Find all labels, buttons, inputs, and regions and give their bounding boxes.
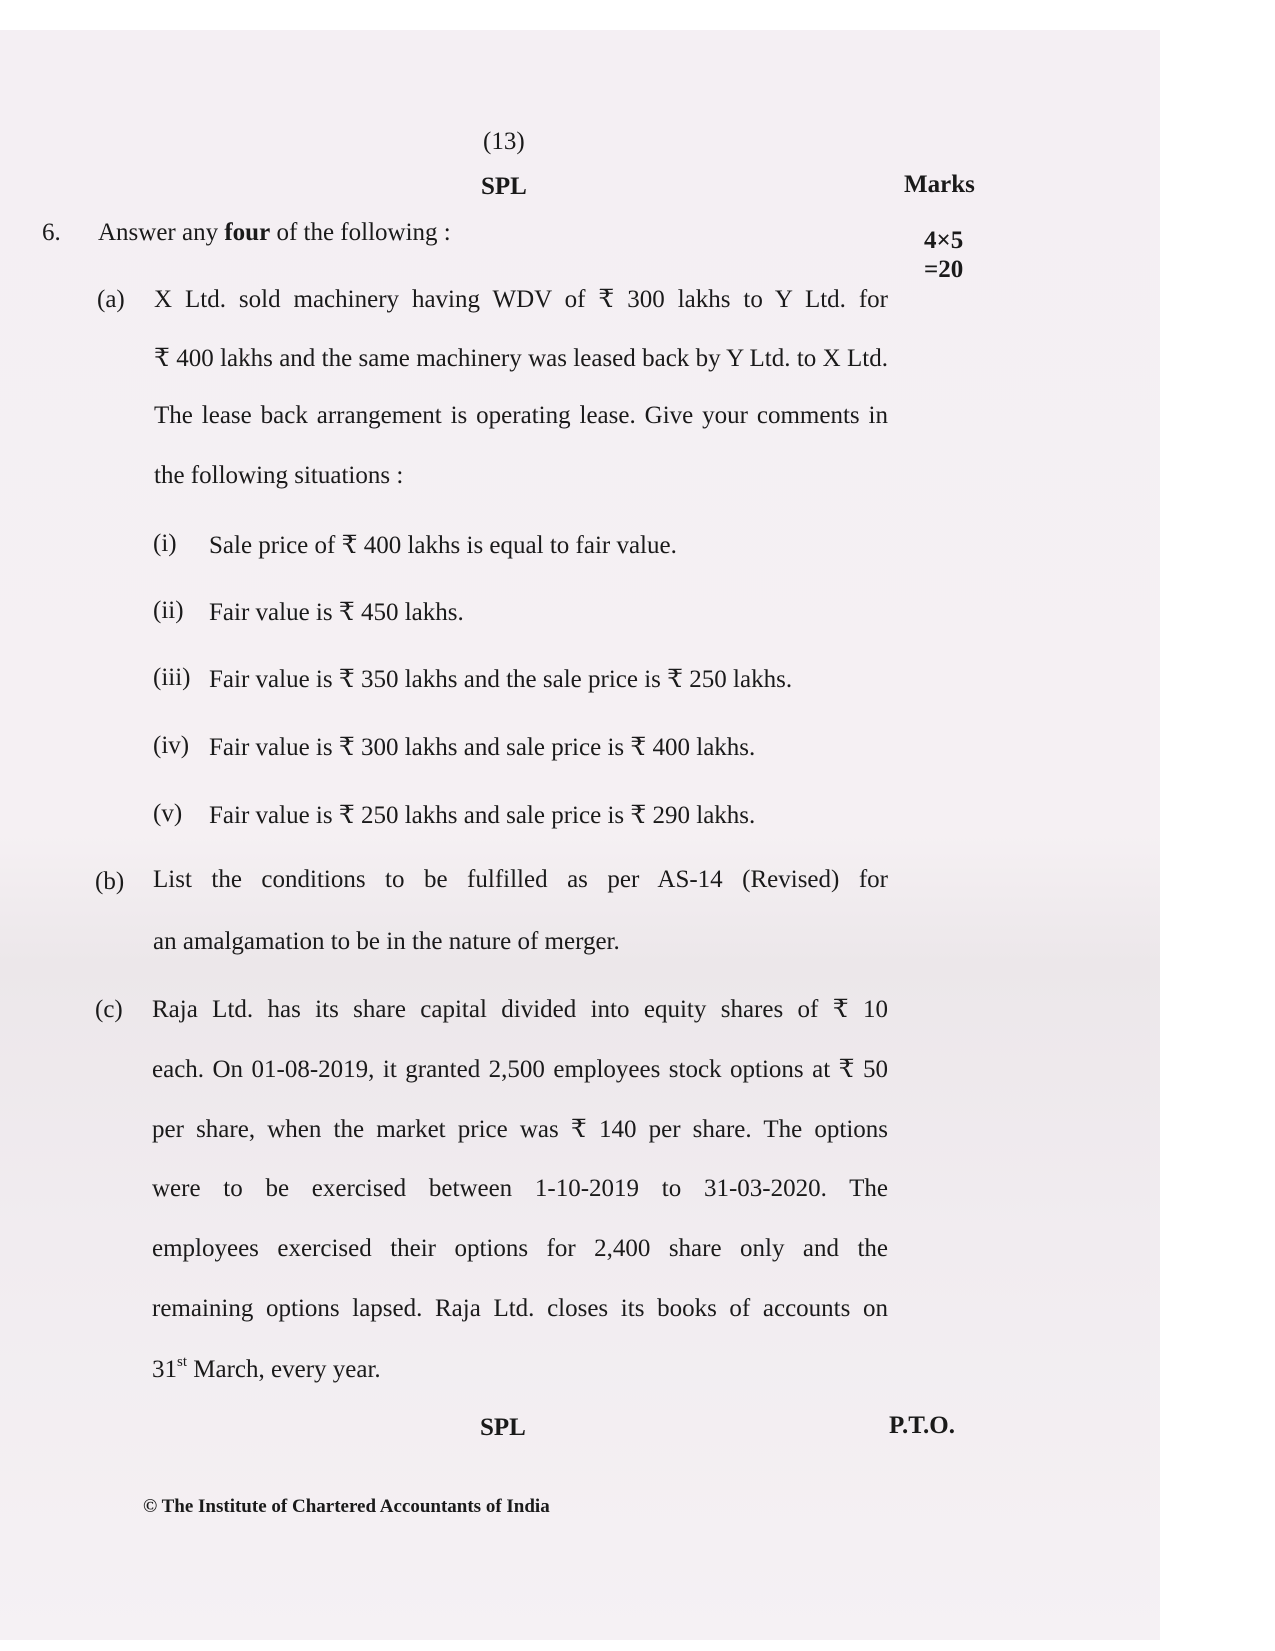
situation-iv-text: Fair value is ₹ 300 lakhs and sale price is ₹ 400 lakhs. [209,734,756,761]
situation-iii-text: Fair value is ₹ 350 lakhs and the sale price is ₹ 250 lakhs. [209,666,793,693]
situation-v-text: Fair value is ₹ 250 lakhs and sale price is ₹ 290 lakhs. [209,802,756,829]
part-c-line-7 [152,1356,381,1384]
marks-heading: Marks [904,171,975,198]
instruction-post: of the following : [276,219,451,246]
part-c-line-3: per share, when the market price was ₹ 140 per share. The options [152,1116,888,1143]
part-b-label: (b) [95,868,125,895]
pto-label: P.T.O. [889,1412,955,1439]
situation-ii-text: Fair value is ₹ 450 lakhs. [209,599,464,626]
date-rest: March, every year. [187,1356,381,1383]
situation-ii-num: (ii) [153,597,184,624]
situation-i-num: (i) [153,530,177,557]
part-a-line-1: X Ltd. sold machinery having WDV of ₹ 300 lakhs to Y Ltd. for [154,286,888,313]
part-c-line-1: Raja Ltd. has its share capital divided into equity shares of ₹ 10 [152,996,888,1023]
part-a-line-4: the following situations : [154,462,404,489]
copyright-notice: © The Institute of Chartered Accountants of India [143,1496,550,1517]
part-b-line-2: an amalgamation to be in the nature of merger. [153,928,620,955]
paper-code-footer: SPL [480,1414,526,1441]
part-b-line-1: List the conditions to be fulfilled as per AS-14 (Revised) for [153,866,888,893]
part-c-line-2: each. On 01-08-2019, it granted 2,500 employees stock options at ₹ 50 [152,1056,888,1083]
question-marks-2: =20 [924,256,964,283]
part-c-label: (c) [95,996,123,1023]
page-number: (13) [483,128,525,155]
situation-i-text: Sale price of ₹ 400 lakhs is equal to fair value. [209,532,677,559]
part-a-line-3: The lease back arrangement is operating lease. Give your comments in [154,402,888,429]
question-number: 6. [42,219,61,246]
situation-v-num: (v) [153,800,183,827]
situation-iii-num: (iii) [153,664,191,691]
question-marks-1: 4×5 [924,227,964,254]
date-number: 31 [152,1356,177,1383]
situation-iv-num: (iv) [153,732,190,759]
exam-page [0,30,1160,1640]
part-c-line-5: employees exercised their options for 2,400 share only and the [152,1235,888,1262]
part-a-line-2: ₹ 400 lakhs and the same machinery was leased back by Y Ltd. to X Ltd. [154,345,888,372]
date-suffix: st [177,1354,188,1370]
instruction-bold: four [224,219,271,246]
part-c-line-4: were to be exercised between 1-10-2019 to 31-03-2020. The [152,1175,888,1202]
part-c-line-6: remaining options lapsed. Raja Ltd. closes its books of accounts on [152,1295,888,1322]
question-instruction [98,219,451,247]
paper-code-header: SPL [481,173,527,200]
instruction-pre: Answer any [98,219,219,246]
part-a-label: (a) [97,286,125,313]
